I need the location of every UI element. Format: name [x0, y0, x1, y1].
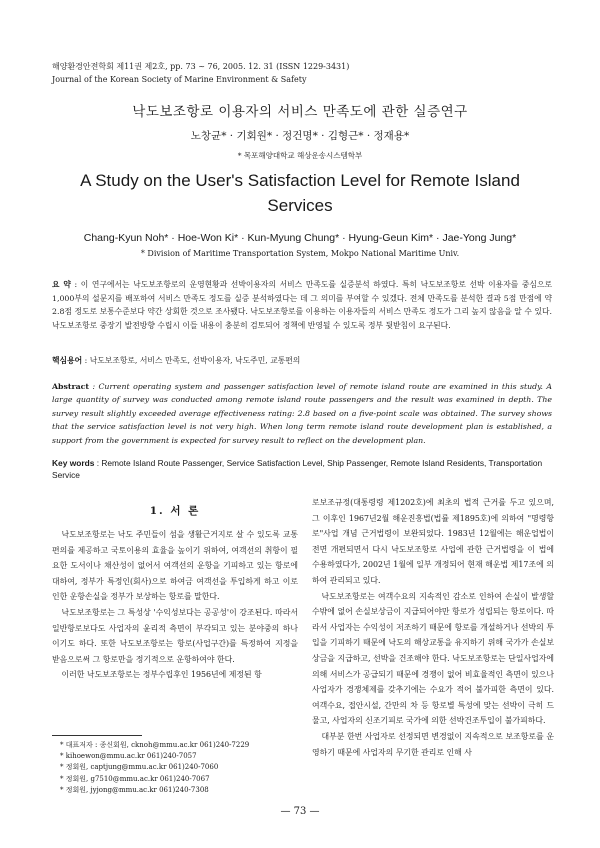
- abstract-english-text: : Current operating system and passenger satisfaction level of remote island route are examined in this study. A large quantity of survey was conducted among remote island route passengers and the result was examined in depth. The survey result slightly exceeded average effectiveness rating: 2.8 based on a five-point scale was obtained. The survey shows that the service satisfaction level is not very high. When long term remote island route development plan is established, a support from the government is expected for survey result to reflect on the development plan.: [52, 382, 553, 445]
- footnote: * 정회원, jyjong@mmu.ac.kr 061)240-7308: [60, 785, 209, 794]
- section-title-introduction: 1. 서 론: [149, 505, 201, 517]
- keywords-english-text: : Remote Island Route Passenger, Service Satisfaction Level, Ship Passenger, Remote Island Residents, Transportation Service: [52, 458, 543, 480]
- keywords-english: [52, 457, 552, 481]
- body-paragraph: 낙도보조항로는 여객수요의 지속적인 감소로 인하여 손실이 발생할 수밖에 없어 손실보상금이 지급되어야만 항로가 성립되는 항로이다. 따라서 사업자는 수익성이 저조하기 때문에 항로를 개설하거나 선박의 투입을 기피하기 때문에 낙도의 해상교통을 유지하기 위해 국가가 손실보상금을 지급하고, 선박을 건조해야 한다. 낙도보조항로는 단일사업자에 의해 서비스가 공급되기 때문에 경쟁이 없어 비효율적인 측면이 있으나 사업자가 경쟁체제를 갖추기에는 수요가 적어 불가피한 측면이 있다. 여객수요, 접안시설, 간만의 차 등 항로별 특성에 맞는 선박이 극히 드물고, 사업자의 신조기피로 국가에 의한 선박건조투입이 불가피하다.: [312, 591, 554, 726]
- title-korean: 낙도보조항로 이용자의 서비스 만족도에 관한 실증연구: [132, 104, 468, 120]
- abstract-korean-label: 요 약: [52, 280, 71, 289]
- keywords-korean: [52, 355, 552, 366]
- title-english: A Study on the User's Satisfaction Level for Remote Island Services: [80, 171, 520, 215]
- body-paragraph: 대부분 한번 사업자로 선정되면 변경없이 지속적으로 보조항로를 운영하기 때문에 사업자의 무기한 관리로 인해 사: [312, 731, 554, 757]
- footnote: * 정회원, captjung@mmu.ac.kr 061)240-7060: [60, 763, 219, 772]
- keywords-korean-text: : 낙도보조항로, 서비스 만족도, 선박이용자, 낙도주민, 교통편의: [84, 356, 301, 365]
- affiliation-korean: * 목포해양대학교 해상운송시스템학부: [237, 151, 363, 160]
- keywords-english-label: Key words: [52, 458, 95, 468]
- keywords-korean-label: 핵심용어: [52, 356, 83, 365]
- body-left-column: [52, 527, 298, 683]
- abstract-korean-text: : 이 연구에서는 낙도보조항로의 운영현황과 선박이용자의 서비스 만족도를 실증분석 하였다. 특히 낙도보조항로 선박 이용자를 중심으로 1,000부의 설문지를 배포하여 서비스 만족도 정도를 실증 분석하였다는 데 그 의미를 부여할 수 있겠다. 전체 만족도를 분석한 결과 5점 만점에 약 2.8점 정도로 보통수준보다 약간 상회한 것으로 조사됐다. 낙도보조항로를 이용하는 이용자들의 서비스 만족도 정도가 그리 높지 않음을 알 수 있다. 낙도보조항로 중장기 발전방향 수립시 이들 내용이 충분히 검토되어 정책에 반영될 수 있도록 정부 뒷받침이 요구된다.: [52, 280, 553, 330]
- abstract-korean: [52, 278, 552, 332]
- abstract-english: [52, 380, 552, 447]
- body-right-column: [312, 495, 554, 760]
- footnote: * 정회원, g7510@mmu.ac.kr 061)240-7067: [60, 774, 210, 783]
- body-paragraph: 낙도보조항로는 낙도 주민들이 섬을 생활근거지로 살 수 있도록 교통편의를 제공하고 국토이용의 효율을 높이기 위하여, 여객선의 취항이 필요한 도서이나 채산성이 없어서 여객선의 운항을 기피하고 있는 항로에 대하여, 정부가 특정인(회사)으로 하여금 여객선을 투입하게 하고 이로 인한 운항손실을 정부가 보상하는 항로를 말한다.: [52, 530, 298, 602]
- body-paragraph: 낙도보조항로는 그 특성상 '수익성보다는 공공성'이 강조된다. 따라서 일반항로보다도 사업자의 윤리적 측면이 부각되고 있는 분야중의 하나이기도 하다. 또한 낙도보조항로는 항로(사업구간)를 특정하여 지정을 받음으로써 그 항로만을 정기적으로 운항하여야 한다.: [52, 607, 298, 664]
- affiliation-english: * Division of Maritime Transportation System, Mokpo National Maritime Univ.: [140, 249, 460, 258]
- journal-header: [52, 60, 349, 86]
- page-number: — 73 —: [280, 806, 320, 817]
- body-paragraph: 이러한 낙도보조항로는 정부수립후인 1956년에 제정된 항: [61, 670, 262, 680]
- footnote: * 대표저자 : 종신회원, cknoh@mmu.ac.kr 061)240-7229: [60, 741, 250, 749]
- journal-citation: 해양환경안전학회 제11권 제2호, pp. 73 ~ 76, 2005. 12. 31 (ISSN 1229-3431): [52, 62, 350, 71]
- authors-english: Chang-Kyun Noh* · Hoe-Won Ki* · Kun-Myung Chung* · Hyung-Geun Kim* · Jae-Yong Jung*: [83, 232, 517, 244]
- abstract-english-label: Abstract: [52, 382, 90, 391]
- footnote-divider: [52, 735, 142, 736]
- body-paragraph: 로보조규정(대통령령 제1202호)에 최초의 법적 근거를 두고 있으며, 그 이후인 1967년2월 해운진흥법(법률 제1895호)에 의하여 "명령항로"사업 개념 근거법령이 보완되었다. 1983년 12월에는 해운업법이 전면 개편되면서 다시 낙도보조항로 사업에 관한 근거법령을 이 법에 수용하였다가, 2002년 1월에 일부 개정되어 현재 해운법 제17조에 의하여 관리되고 있다.: [312, 498, 554, 585]
- authors-korean: 노창균* · 기회원* · 정건명* · 김형근* · 정재용*: [190, 130, 410, 142]
- journal-name: Journal of the Korean Society of Marine Environment & Safety: [52, 75, 307, 84]
- footnote: * kihoewon@mmu.ac.kr 061)240-7057: [60, 752, 197, 761]
- footnotes: [60, 740, 249, 796]
